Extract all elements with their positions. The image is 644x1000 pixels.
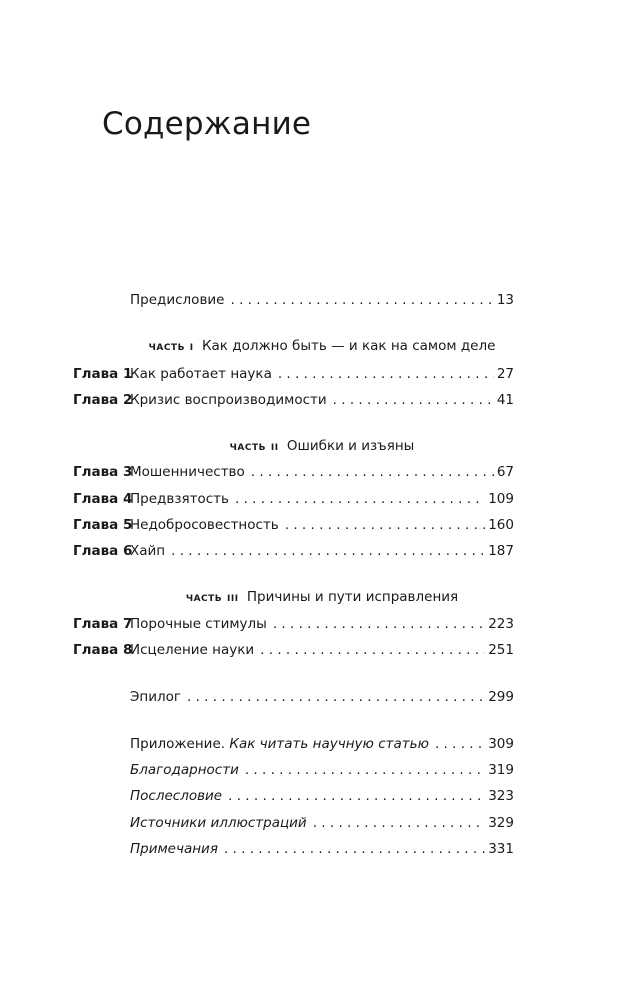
entry-page: 251 xyxy=(488,642,514,658)
chapter-number: Глава 2 xyxy=(73,392,133,408)
entry-page: 223 xyxy=(488,616,514,632)
toc-entry-preface[interactable] xyxy=(0,290,644,310)
part-name: Ошибки и изъяны xyxy=(286,438,415,454)
dot-leader xyxy=(228,786,485,806)
dot-leader xyxy=(245,760,485,780)
entry-title: Недобросовестность xyxy=(130,517,279,533)
entry-page: 299 xyxy=(488,689,514,705)
part-label: часть i xyxy=(148,338,194,353)
part-heading-1 xyxy=(0,336,644,356)
dot-leader xyxy=(187,687,485,707)
entry-page: 109 xyxy=(488,491,514,507)
toc-entry-chapter-5[interactable] xyxy=(0,515,644,535)
part-label: часть iii xyxy=(185,589,239,604)
entry-title: Благодарности xyxy=(130,762,239,778)
page-title: Содержание xyxy=(102,106,312,142)
toc-entry-epilogue[interactable] xyxy=(0,687,644,707)
appendix-italic-title: Как читать научную статью xyxy=(229,736,429,752)
dot-leader xyxy=(171,541,485,561)
entry-title: Кризис воспроизводимости xyxy=(130,392,327,408)
dot-leader xyxy=(313,813,486,833)
dot-leader xyxy=(333,390,494,410)
dot-leader xyxy=(260,640,485,660)
entry-page: 160 xyxy=(488,517,514,533)
chapter-number: Глава 3 xyxy=(73,464,133,480)
entry-title: Как работает наука xyxy=(130,366,272,382)
dot-leader xyxy=(278,364,494,384)
dot-leader xyxy=(224,839,485,859)
entry-page: 67 xyxy=(496,464,514,480)
entry-title: Предвзятость xyxy=(130,491,229,507)
entry-page: 13 xyxy=(496,292,514,308)
chapter-number: Глава 7 xyxy=(73,616,133,632)
part-name: Причины и пути исправления xyxy=(246,589,459,605)
chapter-number: Глава 1 xyxy=(73,366,133,382)
part-heading-3 xyxy=(0,587,644,607)
entry-page: 187 xyxy=(488,543,514,559)
toc-entry-acknowledgements[interactable] xyxy=(0,760,644,780)
entry-page: 309 xyxy=(488,736,514,752)
entry-title: Порочные стимулы xyxy=(130,616,267,632)
entry-title xyxy=(130,734,429,754)
entry-page: 27 xyxy=(496,366,514,382)
entry-title: Хайп xyxy=(130,543,166,559)
chapter-number: Глава 5 xyxy=(73,517,133,533)
entry-page: 331 xyxy=(488,841,514,857)
entry-title: Послесловие xyxy=(130,788,223,804)
toc-entry-chapter-1[interactable] xyxy=(0,364,644,384)
toc-entry-afterword[interactable] xyxy=(0,786,644,806)
entry-page: 323 xyxy=(488,788,514,804)
toc-entry-notes[interactable] xyxy=(0,839,644,859)
entry-title: Источники иллюстраций xyxy=(130,815,307,831)
dot-leader xyxy=(273,614,485,634)
toc-entry-chapter-4[interactable] xyxy=(0,489,644,509)
entry-page: 41 xyxy=(496,392,514,408)
entry-title: Мошенничество xyxy=(130,464,245,480)
dot-leader xyxy=(230,290,493,310)
dot-leader xyxy=(251,462,494,482)
toc-entry-chapter-7[interactable] xyxy=(0,614,644,634)
dot-leader xyxy=(435,734,485,754)
chapter-number: Глава 6 xyxy=(73,543,133,559)
dot-leader xyxy=(235,489,485,509)
entry-title: Эпилог xyxy=(130,689,182,705)
entry-page: 329 xyxy=(488,815,514,831)
entry-title: Примечания xyxy=(130,841,218,857)
chapter-number: Глава 8 xyxy=(73,642,133,658)
toc-entry-chapter-2[interactable] xyxy=(0,390,644,410)
toc-entry-chapter-8[interactable] xyxy=(0,640,644,660)
entry-title: Исцеление науки xyxy=(130,642,255,658)
dot-leader xyxy=(285,515,485,535)
part-label: часть ii xyxy=(229,438,279,453)
chapter-number: Глава 4 xyxy=(73,491,133,507)
part-heading-2 xyxy=(0,436,644,456)
entry-page: 319 xyxy=(488,762,514,778)
toc-entry-chapter-6[interactable] xyxy=(0,541,644,561)
appendix-prefix: Приложение. xyxy=(130,736,226,752)
entry-title: Предисловие xyxy=(130,292,225,308)
part-name: Как должно быть — и как на самом деле xyxy=(201,338,496,354)
toc-entry-chapter-3[interactable] xyxy=(0,462,644,482)
toc-entry-illustrations[interactable] xyxy=(0,813,644,833)
toc-entry-appendix[interactable] xyxy=(0,734,644,754)
